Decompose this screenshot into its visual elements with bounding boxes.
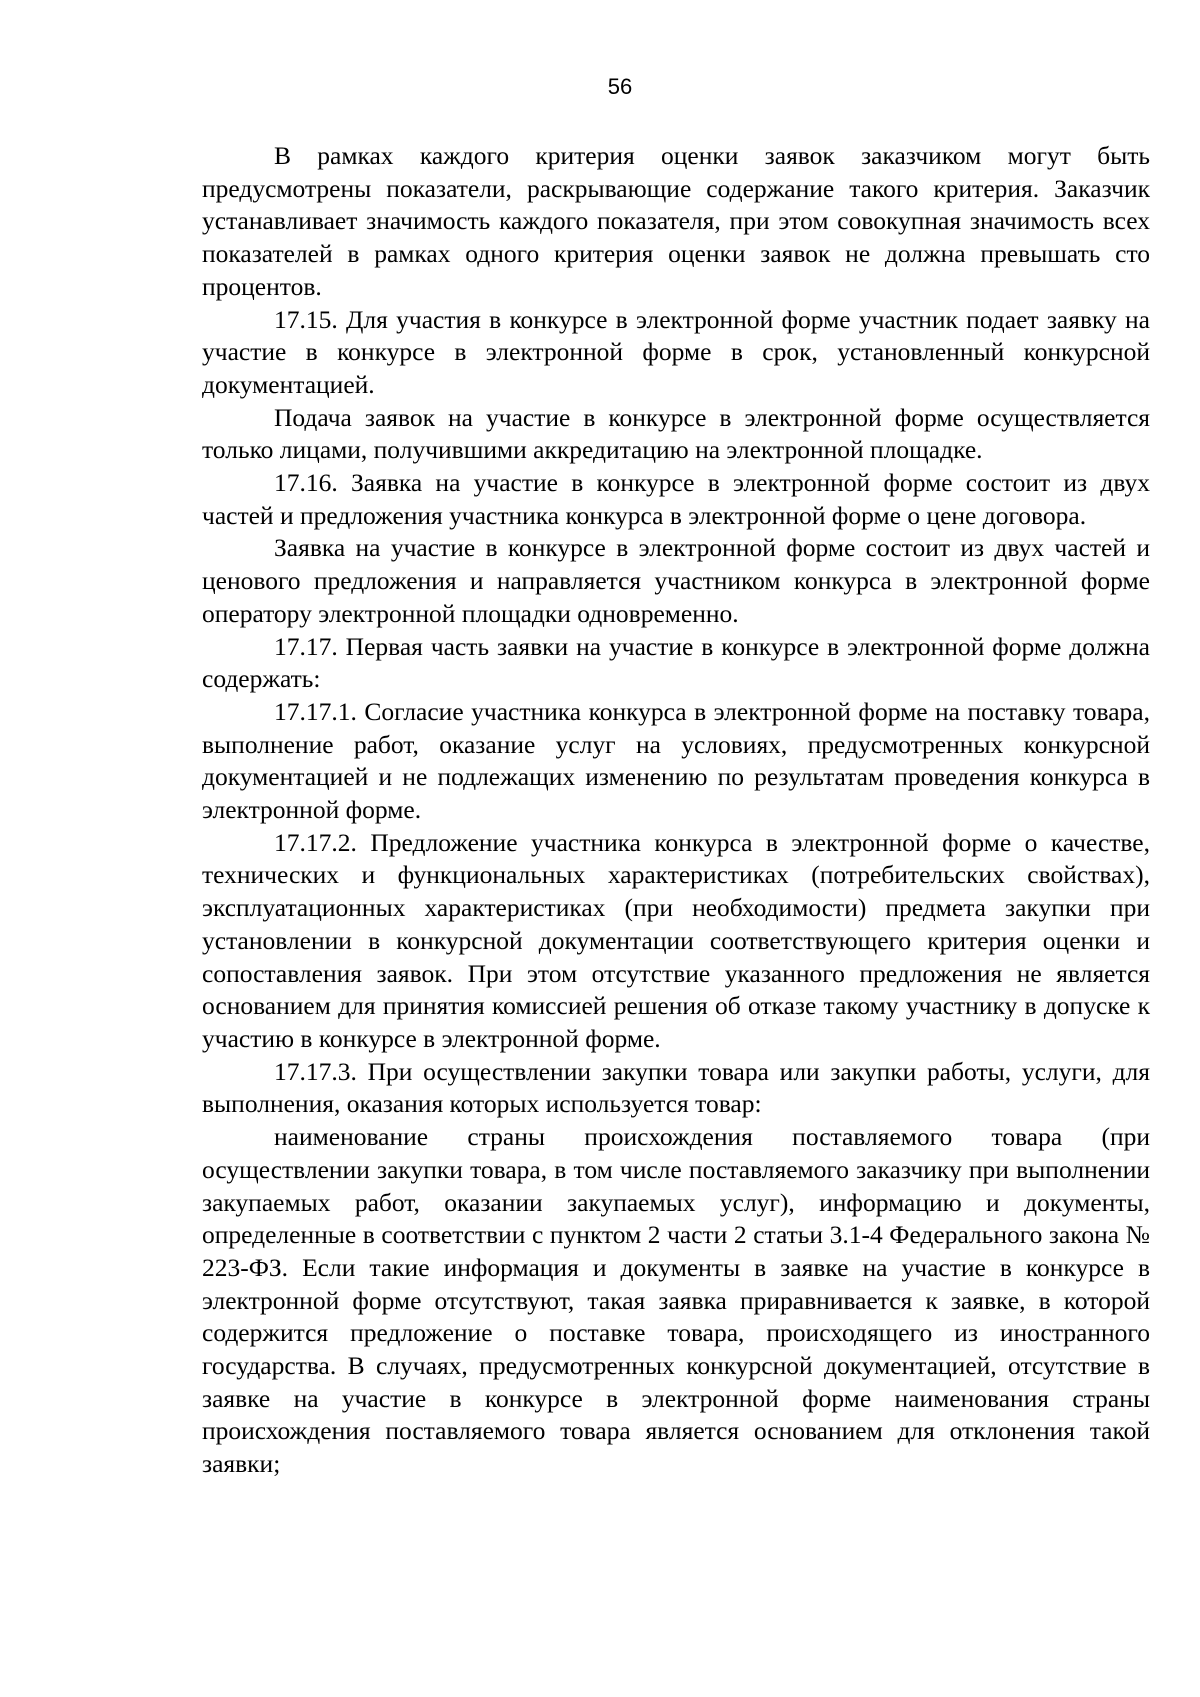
paragraph-criteria-indicators: В рамках каждого критерия оценки заявок заказчиком могут быть предусмотрены показатели, раскрывающие содержание такого критерия. Заказчик устанавливает значимость каждого показателя, при этом совокупная значимость всех показателей в рамках одного критерия оценки заявок не должна превышать сто процентов.	[202, 141, 1150, 301]
paragraph-17-17-2: 17.17.2. Предложение участника конкурса в электронной форме о качестве, технических и функциональных характеристиках (потребительских свойствах), эксплуатационных характеристиках (при необходимости) предмета закупки при установлении в конкурсной документации соответствующего критерия оценки и сопоставления заявок. При этом отсутствие указанного предложения не является основанием для принятия комиссией решения об отказе такому участнику в допуске к участию в конкурсе в электронной форме.	[202, 827, 1150, 1053]
paragraph-17-17-3: 17.17.3. При осуществлении закупки товара или закупки работы, услуги, для выполнения, оказания которых используется товар:	[202, 1056, 1150, 1119]
paragraph-17-17: 17.17. Первая часть заявки на участие в конкурсе в электронной форме должна содержать:	[202, 631, 1150, 694]
paragraph-17-15: 17.15. Для участия в конкурсе в электронной форме участник подает заявку на участие в конкурсе в электронной форме в срок, установленный конкурсной документацией.	[202, 304, 1150, 399]
paragraph-country-of-origin: наименование страны происхождения поставляемого товара (при осуществлении закупки товара, в том числе поставляемого заказчику при выполнении закупаемых работ, оказании закупаемых услуг), информацию и документы, определенные в соответствии с пунктом 2 части 2 статьи 3.1-4 Федерального закона № 223-ФЗ. Если такие информация и документы в заявке на участие в конкурсе в электронной форме отсутствуют, такая заявка приравнивается к заявке, в которой содержится предложение о поставке товара, происходящего из иностранного государства. В случаях, предусмотренных конкурсной документацией, отсутствие в заявке на участие в конкурсе в электронной форме наименования страны происхождения поставляемого товара является основанием для отклонения такой заявки;	[202, 1122, 1150, 1479]
paragraph-17-16: 17.16. Заявка на участие в конкурсе в электронной форме состоит из двух частей и предложения участника конкурса в электронной форме о цене договора.	[202, 468, 1150, 530]
paragraph-17-17-1: 17.17.1. Согласие участника конкурса в электронной форме на поставку товара, выполнение работ, оказание услуг на условиях, предусмотренных конкурсной документацией и не подлежащих изменению по результатам проведения конкурса в электронной форме.	[202, 696, 1150, 825]
paragraph-application-parts: Заявка на участие в конкурсе в электронной форме состоит из двух частей и ценового предложения и направляется участником конкурса в электронной форме оператору электронной площадки одновременно.	[202, 533, 1150, 628]
paragraph-submission-accreditation: Подача заявок на участие в конкурсе в электронной форме осуществляется только лицами, получившими аккредитацию на электронной площадке.	[202, 402, 1150, 465]
page-number: 56	[607, 74, 633, 99]
document-body	[202, 140, 1150, 1481]
